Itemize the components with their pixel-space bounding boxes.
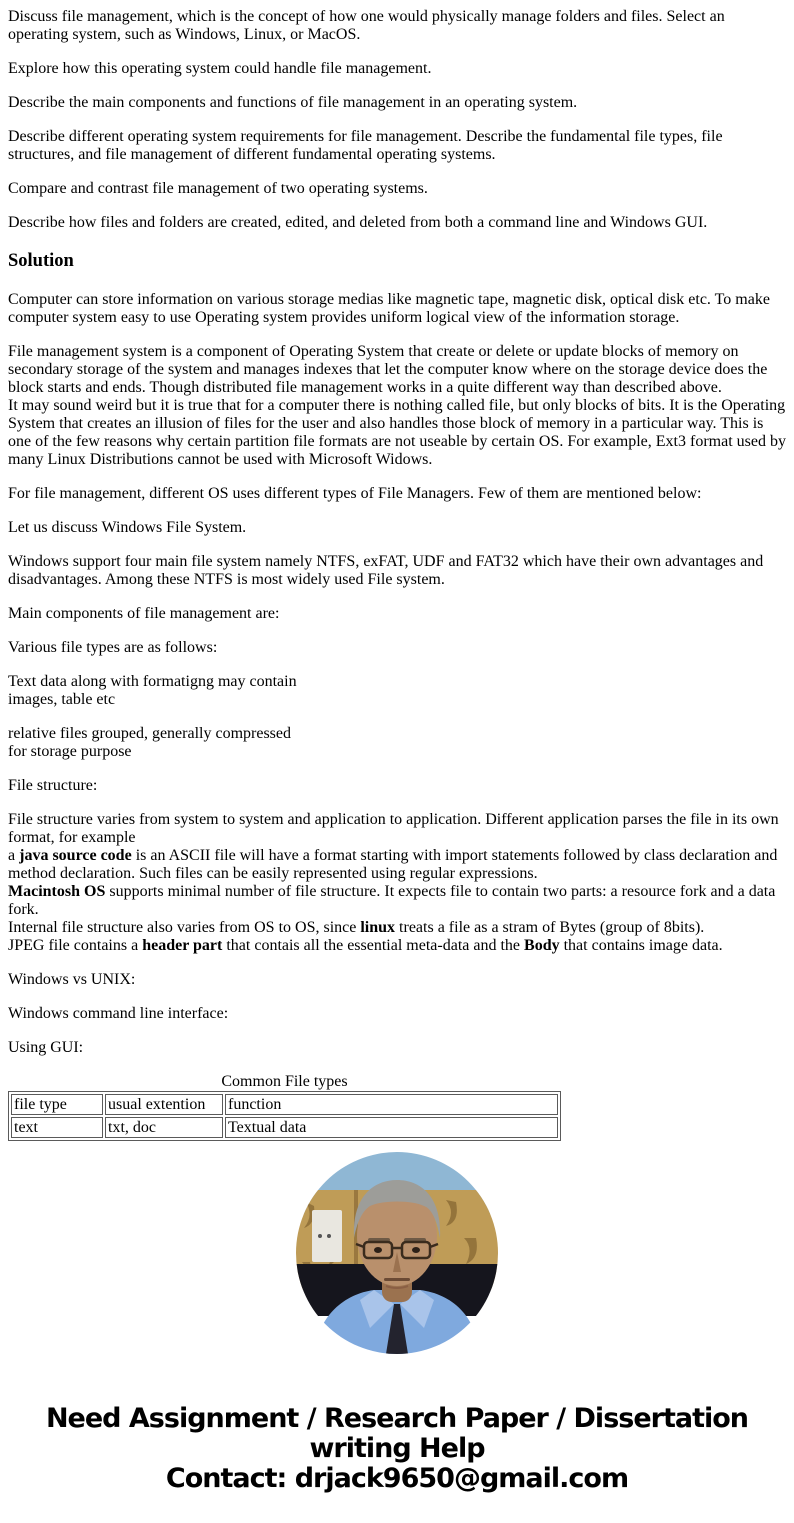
question-paragraph: Describe the main components and functions of file management in an operating system. bbox=[8, 94, 578, 111]
header-cell-file-type: file type bbox=[11, 1094, 103, 1115]
table-header-row bbox=[11, 1094, 558, 1115]
question-paragraph: Describe how files and folders are created, edited, and deleted from both a command line and Windows GUI. bbox=[8, 214, 708, 231]
solution-paragraph: Windows support four main file system namely NTFS, exFAT, UDF and FAT32 which have their own advantages and disadvantages. Among these NTFS is most widely used File system. bbox=[8, 552, 764, 588]
question-paragraph: Describe different operating system requirements for file management. Describe the fundamental file types, file structures, and file management of different fundamental operating systems. bbox=[8, 128, 723, 163]
solution-paragraph: Text data along with formatigng may contain images, table etc bbox=[8, 672, 297, 708]
solution-paragraph: Computer can store information on various storage medias like magnetic tape, magnetic disk, optical disk etc. To make computer system easy to use Operating system provides uniform logical view of the information storage. bbox=[8, 290, 770, 326]
solution-heading: Solution bbox=[8, 250, 74, 271]
table-row bbox=[11, 1117, 558, 1138]
solution-paragraph: File structure: bbox=[8, 776, 98, 794]
solution-paragraph: File management system is a component of Operating System that create or delete or update blocks of memory on secondary storage of the system and manages indexes that let the computer know where on the storage device does the block starts and ends. Though distributed file management works in a quite different way than described above. It may sound weird but it is true that for a computer there is nothing called file, but only blocks of bits. It is the Operating System that creates an illusion of files for the user and also handles those block of memory in a particular way. This is one of the few reasons why certain partition file formats are not useable by certain OS. For example, Ext3 format used by many Linux Distributions cannot be used with Microsoft Widows. bbox=[8, 342, 786, 468]
solution-paragraph: relative files grouped, generally compressed for storage purpose bbox=[8, 724, 291, 760]
promo-line-services: Need Assignment / Research Paper / Dissertation bbox=[45, 1403, 749, 1434]
solution-paragraph: Let us discuss Windows File System. bbox=[8, 518, 247, 536]
solution-paragraph: For file management, different OS uses different types of File Managers. Few of them are mentioned below: bbox=[8, 484, 702, 502]
question-paragraph: Compare and contrast file management of two operating systems. bbox=[8, 180, 428, 197]
promo-banner bbox=[0, 1404, 794, 1494]
solution-paragraph: Main components of file management are: bbox=[8, 604, 280, 622]
header-cell-function: function bbox=[225, 1094, 558, 1115]
instructor-photo bbox=[296, 1152, 498, 1354]
cell-usual-extention: txt, doc bbox=[105, 1117, 223, 1138]
cell-function: Textual data bbox=[225, 1117, 558, 1138]
solution-paragraph: Windows vs UNIX: bbox=[8, 970, 136, 988]
solution-paragraph: File structure varies from system to system and application to application. Different application parses the file in its own format, for example a java source code is an ASCII file will have a format starting with import statements followed by class declaration and method declaration. Such files can be easily represented using regular expressions. Macintosh OS supports minimal number of file structure. It expects file to contain two parts: a resource fork and a data fork. Internal file structure also varies from OS to OS, since linux treats a file as a stram of Bytes (group of 8bits). JPEG file contains a header part that contais all the essential meta-data and the Body that contains image data. bbox=[8, 810, 779, 954]
solution-paragraph: Using GUI: bbox=[8, 1038, 84, 1056]
avatar-container bbox=[0, 1152, 794, 1354]
question-paragraph: Discuss file management, which is the concept of how one would physically manage folders and files. Select an operating system, such as Windows, Linux, or MacOS. bbox=[8, 8, 725, 43]
contact-email-line: Contact: drjack9650@gmail.com bbox=[165, 1463, 629, 1494]
question-paragraph: Explore how this operating system could handle file management. bbox=[8, 60, 432, 77]
solution-paragraph: Various file types are as follows: bbox=[8, 638, 218, 656]
solution-paragraph: Windows command line interface: bbox=[8, 1004, 229, 1022]
table-caption: Common File types bbox=[221, 1072, 348, 1090]
common-file-types-table bbox=[8, 1091, 561, 1141]
cell-file-type: text bbox=[11, 1117, 103, 1138]
header-cell-usual-extention: usual extention bbox=[105, 1094, 223, 1115]
promo-line-help: writing Help bbox=[309, 1433, 485, 1464]
